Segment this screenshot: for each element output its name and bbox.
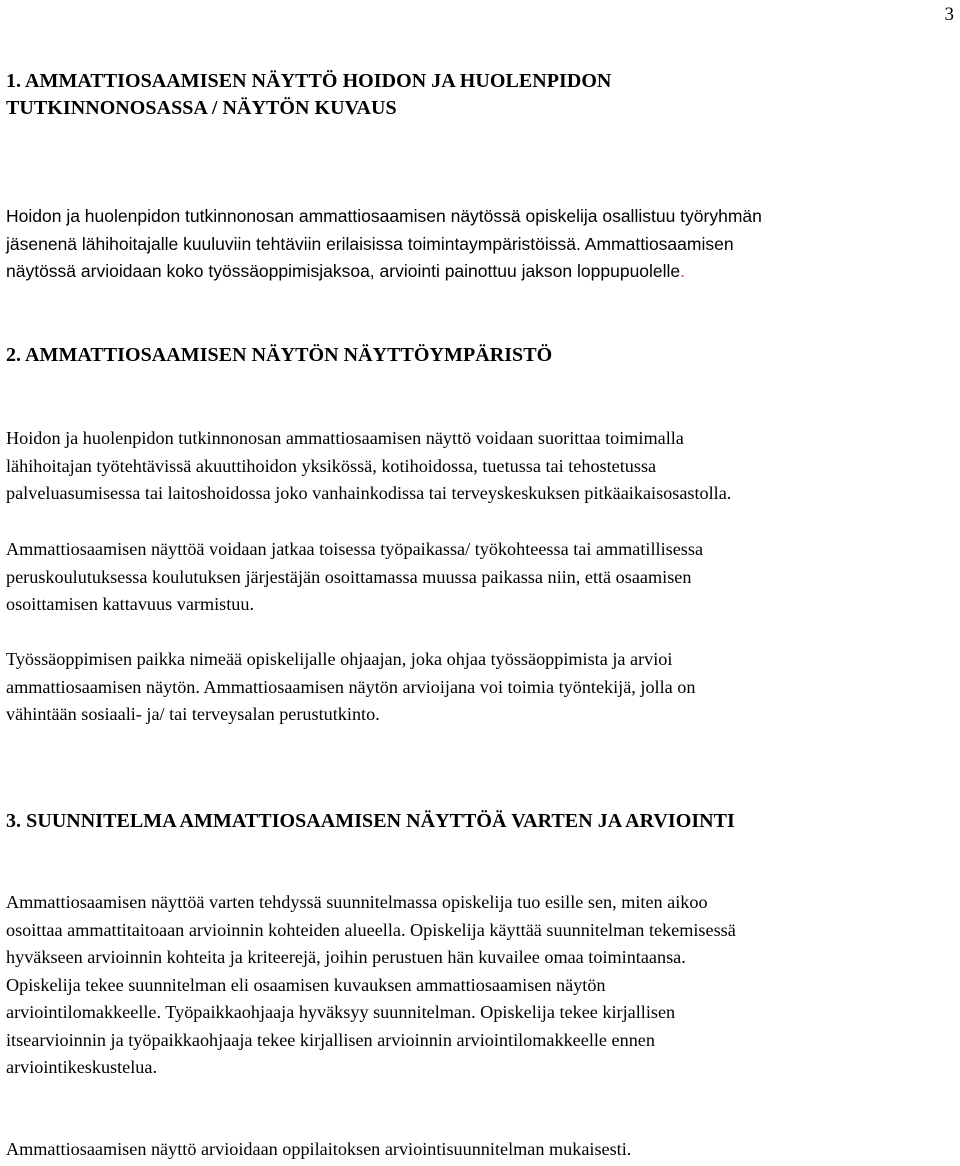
section1-paragraph-line3 — [6, 258, 956, 286]
section2-paragraph3 — [6, 646, 956, 729]
section3-paragraph1-line6: itsearvioinnin ja työpaikkaohjaaja tekee kirjallisen arvioinnin arviointilomakkeelle ennen — [6, 1029, 655, 1050]
section3-paragraph1-line7: arviointikeskustelua. — [6, 1057, 158, 1077]
section3-paragraph1-line5: arviointilomakkeelle. Työpaikkaohjaaja hyväksyy suunnitelman. Opiskelija tekee kirjallisen — [6, 1002, 676, 1022]
section3-paragraph1-line4: Opiskelija tekee suunnitelman eli osaamisen kuvauksen ammattiosaamisen näytön — [6, 974, 606, 995]
section1-paragraph-line3-text: näytössä arvioidaan koko työssäoppimisjaksoa, arviointi painottuu jakson loppupuolelle — [6, 261, 681, 281]
section1-heading-line2: TUTKINNONOSASSA / NÄYTÖN KUVAUS — [6, 97, 397, 119]
section2-paragraph1 — [6, 425, 956, 508]
section2-paragraph2-line1: Ammattiosaamisen näyttöä voidaan jatkaa toisessa työpaikassa/ työkohteessa tai ammatillisessa — [6, 539, 704, 559]
section1-heading — [6, 68, 956, 122]
section3-heading: 3. SUUNNITELMA AMMATTIOSAAMISEN NÄYTTÖÄ VARTEN JA ARVIOINTI — [6, 810, 735, 832]
section2-heading: 2. AMMATTIOSAAMISEN NÄYTÖN NÄYTTÖYMPÄRISTÖ — [6, 344, 553, 366]
section1-heading-line1: 1. AMMATTIOSAAMISEN NÄYTTÖ HOIDON JA HUOLENPIDON — [6, 70, 612, 92]
section3-paragraph1-line2: osoittaa ammattitaitoaan arvioinnin kohteiden alueella. Opiskelija käyttää suunnitelman tekemisessä — [6, 919, 736, 940]
section2-paragraph2-line3: osoittamisen kattavuus varmistuu. — [6, 594, 255, 614]
section2-paragraph3-line1: Työssäoppimisen paikka nimeää opiskelijalle ohjaajan, joka ohjaa työssäoppimista ja arvioi — [6, 649, 673, 669]
section2-paragraph1-line1: Hoidon ja huolenpidon tutkinnonosan ammattiosaamisen näyttö voidaan suorittaa toimimalla — [6, 428, 684, 448]
section1-paragraph-line2: jäsenenä lähihoitajalle kuuluviin tehtäviin erilaisissa toimintaympäristöissä. Ammattiosaamisen — [6, 233, 734, 254]
page-number: 3 — [944, 4, 954, 25]
section1-paragraph-final-period: . — [680, 261, 686, 281]
section1-paragraph — [6, 203, 956, 286]
section3-paragraph1-line1: Ammattiosaamisen näyttöä varten tehdyssä suunnitelmassa opiskelija tuo esille sen, miten aikoo — [6, 892, 708, 912]
section2-paragraph1-line3: palveluasumisessa tai laitoshoidossa joko vanhainkodissa tai terveyskeskuksen pitkäaikaisosastolla. — [6, 483, 732, 503]
section2-paragraph2-line2: peruskoulutuksessa koulutuksen järjestäjän osoittamassa muussa paikassa niin, että osaamisen — [6, 566, 692, 587]
section3-paragraph2: Ammattiosaamisen näyttö arvioidaan oppilaitoksen arviointisuunnitelman mukaisesti. — [6, 1139, 632, 1159]
section2-paragraph3-line3: vähintään sosiaali- ja/ tai terveysalan perustutkinto. — [6, 704, 380, 724]
section1-paragraph-line1: Hoidon ja huolenpidon tutkinnonosan ammattiosaamisen näytössä opiskelija osallistuu työryhmän — [6, 206, 762, 226]
section3-paragraph1-line3: hyväkseen arvioinnin kohteita ja kriteerejä, joihin perustuen hän kuvailee omaa toimintaansa. — [6, 947, 686, 967]
section2-paragraph1-line2: lähihoitajan työtehtävissä akuuttihoidon yksikössä, kotihoidossa, tuetussa tai tehostetussa — [6, 455, 657, 476]
section2-paragraph2 — [6, 536, 956, 619]
section3-paragraph1 — [6, 889, 956, 1082]
section2-paragraph3-line2: ammattiosaamisen näytön. Ammattiosaamisen näytön arvioijana voi toimia työntekijä, jolla on — [6, 676, 696, 697]
